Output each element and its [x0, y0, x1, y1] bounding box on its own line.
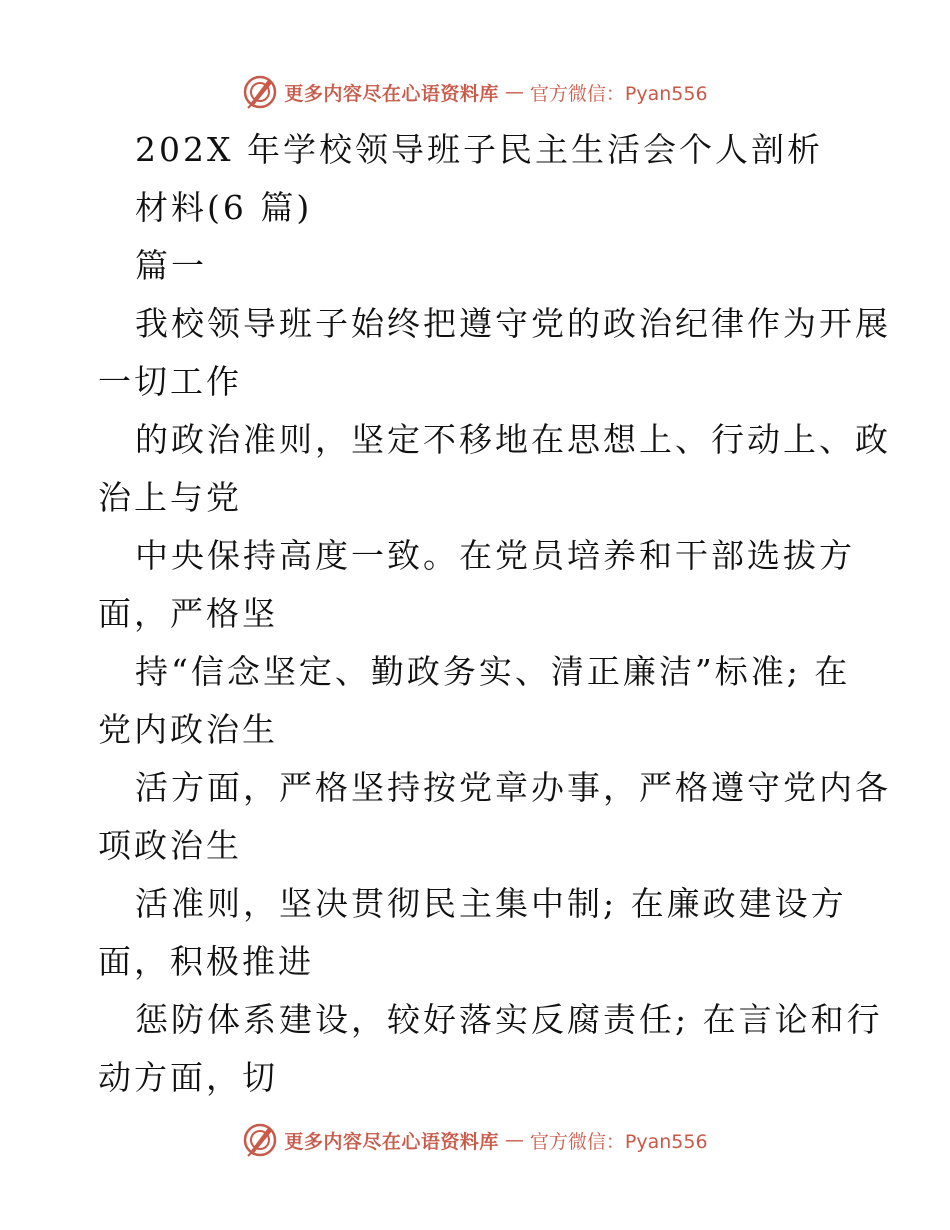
watermark-separator: —	[504, 81, 524, 103]
paragraph-line: 面，积极推进	[98, 942, 314, 981]
paragraph-line: 活方面，严格坚持按党章办事，严格遵守党内各	[135, 768, 891, 807]
paragraph-line: 我校领导班子始终把遵守党的政治纪律作为开展	[135, 304, 891, 343]
watermark-slogan: 更多内容尽在心语资料库	[284, 1130, 499, 1153]
watermark-wechat: 官方微信：Pyan556	[529, 1130, 708, 1153]
paragraph-line: 动方面，切	[98, 1058, 278, 1097]
paragraph-line: 持“信念坚定、勤政务实、清正廉洁”标准; 在	[135, 652, 851, 691]
watermark-separator: —	[504, 1129, 524, 1151]
document-title-line-2: 材料(6 篇)	[135, 188, 313, 227]
paragraph-line: 一切工作	[98, 362, 242, 401]
quill-pen-logo-icon	[242, 1122, 278, 1158]
paragraph-line: 项政治生	[98, 826, 242, 865]
footer-watermark	[0, 1120, 950, 1160]
paragraph-line: 活准则，坚决贯彻民主集中制; 在廉政建设方	[135, 884, 847, 923]
paragraph-line: 惩防体系建设，较好落实反腐责任; 在言论和行	[135, 1000, 883, 1039]
paragraph-line: 中央保持高度一致。在党员培养和干部选拔方	[135, 536, 855, 575]
header-watermark	[0, 72, 950, 112]
watermark-wechat: 官方微信：Pyan556	[529, 82, 708, 105]
paragraph-line: 面，严格坚	[98, 594, 278, 633]
paragraph-line: 治上与党	[98, 478, 242, 517]
watermark-slogan: 更多内容尽在心语资料库	[284, 82, 499, 105]
section-heading: 篇一	[135, 246, 207, 285]
paragraph-line: 党内政治生	[98, 710, 278, 749]
quill-pen-logo-icon	[242, 74, 278, 110]
paragraph-line: 的政治准则，坚定不移地在思想上、行动上、政	[135, 420, 891, 459]
document-title-line-1: 202X 年学校领导班子民主生活会个人剖析	[135, 130, 823, 169]
